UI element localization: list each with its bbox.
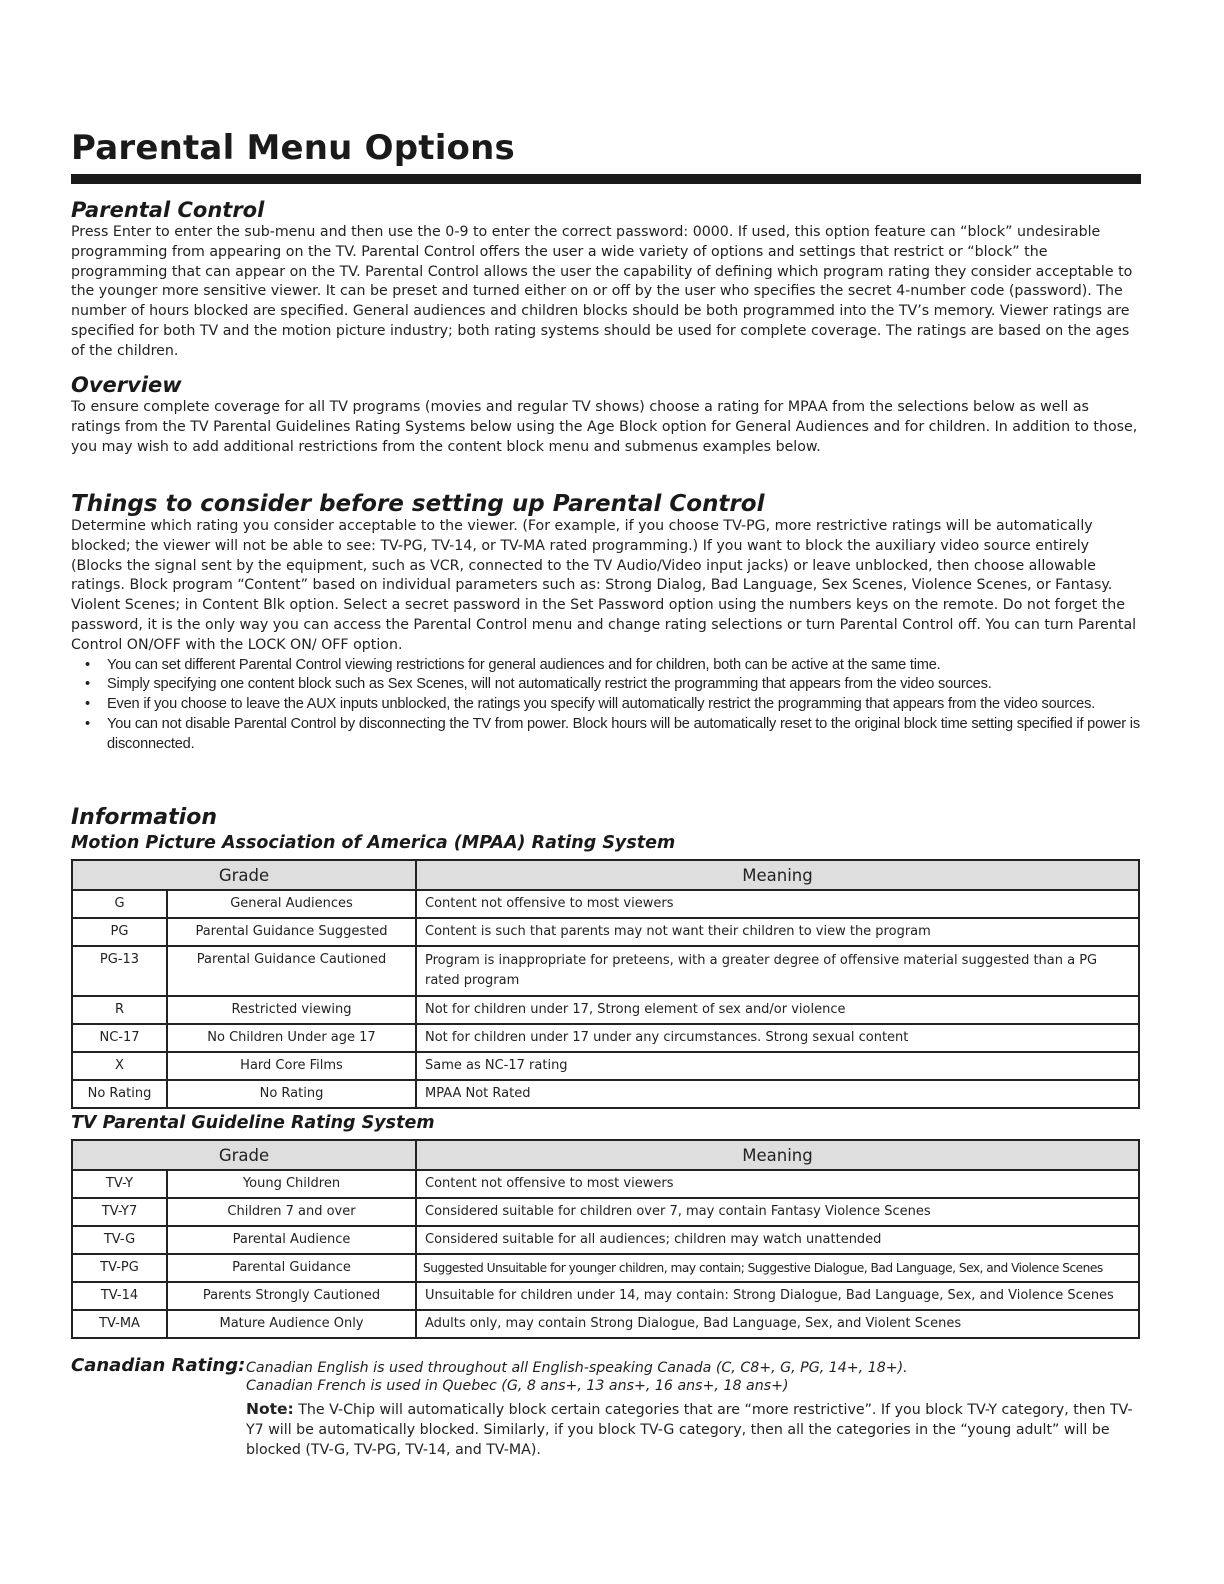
overview-section [71,372,1141,457]
table-row [72,1198,1139,1226]
rating-code: TV-Y7 [72,1198,167,1226]
parental-control-heading: Parental Control [71,198,265,222]
overview-heading: Overview [71,373,182,397]
table-row [72,1170,1139,1198]
tv-table-wrap [71,1139,1141,1339]
parental-control-body: Press Enter to enter the sub-menu and then use the 0-9 to enter the correct password: 0000. If used, this option feature can “block” undesirable programming from appearing on the TV. Parental Control offers the user a wide variety of options and settings that restrict or “block” the programming that can appear on the TV. Parental Control allows the user the capability of defining which program rating they consider acceptable to the younger more sensitive viewer. It can be preset and turned either on or off by the user who specifies the secret 4-number code (password). The number of hours blocked are specified. General audiences and children blocks should be both programmed into the TV’s memory. Viewer ratings are specified for both TV and the motion picture industry; both rating systems should be used for complete coverage. The ratings are based on the ages of the children. [71,224,1133,359]
rating-meaning: Content is such that parents may not want their children to view the program [416,918,1139,946]
list-item [71,656,1141,676]
rating-code: No Rating [72,1080,167,1108]
tv-table-title: TV Parental Guideline Rating System [71,1113,435,1133]
parental-control-section [71,197,1141,362]
table-row [72,1282,1139,1310]
rating-name: Restricted viewing [167,996,416,1024]
canadian-rating-details [246,1359,1146,1395]
tv-guideline-section [71,1111,1141,1135]
rating-code: X [72,1052,167,1080]
canadian-english-line: Canadian English is used throughout all English-speaking Canada (C, C8+, G, PG, 14+, 18+). [246,1360,908,1376]
rating-meaning: Unsuitable for children under 14, may contain: Strong Dialogue, Bad Language, Sex, and Violence Scenes [416,1282,1139,1310]
note-text: The V-Chip will automatically block certain categories that are “more restrictive”. If you block TV-Y category, then TV-Y7 will be automatically blocked. Similarly, if you block TV-G category, then all the categories in the “young adult” will be blocked (TV-G, TV-PG, TV-14, and TV-MA). [246,1402,1133,1458]
rating-meaning: Considered suitable for all audiences; children may watch unattended [416,1226,1139,1254]
canadian-rating-label: Canadian Rating: [71,1355,246,1376]
rating-code: PG [72,918,167,946]
rating-name: Young Children [167,1170,416,1198]
table-row [72,1254,1139,1282]
rating-name: Parental Audience [167,1226,416,1254]
rating-name: Mature Audience Only [167,1310,416,1338]
rating-name: Parental Guidance Suggested [167,918,416,946]
grade-column-header: Grade [72,860,416,890]
rating-code: TV-14 [72,1282,167,1310]
tv-rating-table [71,1139,1140,1339]
information-section [71,805,1141,855]
rating-meaning: Program is inappropriate for preteens, with a greater degree of offensive material suggested than a PG rated program [416,946,1139,996]
bullet-icon: • [85,696,90,713]
vchip-note [246,1400,1146,1460]
bullet-icon: • [85,676,90,693]
list-item [71,715,1141,755]
note-label: Note: [246,1400,294,1418]
table-row [72,996,1139,1024]
table-row [72,890,1139,918]
rating-code: R [72,996,167,1024]
rating-meaning: Adults only, may contain Strong Dialogue, Bad Language, Sex, and Violent Scenes [416,1310,1139,1338]
table-row [72,1024,1139,1052]
page-title: Parental Menu Options [71,128,515,168]
information-heading: Information [71,805,217,830]
list-item-text: Simply specifying one content block such as Sex Scenes, will not automatically restrict the programming that appears from the video sources. [107,676,992,693]
table-row [72,1080,1139,1108]
mpaa-table-wrap [71,859,1141,1109]
rating-code: NC-17 [72,1024,167,1052]
rating-code: PG-13 [72,946,167,996]
mpaa-table [71,859,1140,1109]
table-header-row [72,860,1139,890]
things-to-consider-body: Determine which rating you consider acceptable to the viewer. (For example, if you choose TV-PG, more restrictive ratings will be automatically blocked; the viewer will not be able to see: TV-PG, TV-14, or TV-MA rated programming.) If you want to block the auxiliary video source entirely (Blocks the signal sent by the equipment, such as VCR, connected to the TV Audio/Video input jacks) or leave unblocked, then choose allowable ratings. Block program “Content” based on individual parameters such as: Strong Dialog, Bad Language, Sex Scenes, Violence Scenes, or Fantasy. Violent Scenes; in Content Blk option. Select a secret password in the Set Password option using the numbers keys on the remote. Do not forget the password, it is the only way you can access the Parental Control menu and change rating selections or turn Parental Control off. You can turn Parental Control ON/OFF with the LOCK ON/ OFF option. [71,518,1137,653]
list-item [71,695,1141,715]
rating-meaning: MPAA Not Rated [416,1080,1139,1108]
table-row [72,1052,1139,1080]
mpaa-table-title: Motion Picture Association of America (MPAA) Rating System [71,833,676,853]
table-row [72,946,1139,996]
rating-name: Parental Guidance Cautioned [167,946,416,996]
rating-meaning: Not for children under 17 under any circumstances. Strong sexual content [416,1024,1139,1052]
rating-code: G [72,890,167,918]
rating-meaning: Not for children under 17, Strong element of sex and/or violence [416,996,1139,1024]
canadian-french-line: Canadian French is used in Quebec (G, 8 ans+, 13 ans+, 16 ans+, 18 ans+) [246,1378,789,1394]
table-row [72,1226,1139,1254]
rating-meaning: Same as NC-17 rating [416,1052,1139,1080]
grade-column-header: Grade [72,1140,416,1170]
list-item-text: Even if you choose to leave the AUX inputs unblocked, the ratings you specify will automatically restrict the programming that appears from the video sources. [107,696,1096,713]
rating-name: No Rating [167,1080,416,1108]
bullet-icon: • [85,656,90,673]
rating-code: TV-G [72,1226,167,1254]
rating-code: TV-MA [72,1310,167,1338]
list-item [71,675,1141,695]
rating-meaning: Considered suitable for children over 7, may contain Fantasy Violence Scenes [416,1198,1139,1226]
bullet-icon: • [85,715,90,732]
meaning-column-header: Meaning [416,860,1139,890]
rating-code: TV-PG [72,1254,167,1282]
rating-name: General Audiences [167,890,416,918]
rating-meaning: Content not offensive to most viewers [416,1170,1139,1198]
things-to-consider-heading: Things to consider before setting up Parental Control [71,491,765,517]
things-to-consider-section [71,491,1141,755]
rating-name: Children 7 and over [167,1198,416,1226]
list-item-text: You can not disable Parental Control by disconnecting the TV from power. Block hours will be automatically reset to the original block time setting specified if power is disconnected. [107,715,1140,752]
list-item-text: You can set different Parental Control viewing restrictions for general audiences and for children, both can be active at the same time. [107,656,941,673]
table-row [72,918,1139,946]
rating-name: Parental Guidance [167,1254,416,1282]
rating-name: Hard Core Films [167,1052,416,1080]
rating-meaning: Suggested Unsuitable for younger children, may contain; Suggestive Dialogue, Bad Language, Sex, and Violence Scenes [416,1254,1139,1282]
considerations-list [71,656,1141,755]
table-header-row [72,1140,1139,1170]
overview-body: To ensure complete coverage for all TV programs (movies and regular TV shows) choose a rating for MPAA from the selections below as well as ratings from the TV Parental Guidelines Rating Systems below using the Age Block option for General Audiences and for children. In addition to those, you may wish to add additional restrictions from the content block menu and submenus examples below. [71,399,1138,455]
meaning-column-header: Meaning [416,1140,1139,1170]
rating-name: No Children Under age 17 [167,1024,416,1052]
table-row [72,1310,1139,1338]
rating-meaning: Content not offensive to most viewers [416,890,1139,918]
rating-name: Parents Strongly Cautioned [167,1282,416,1310]
title-divider [71,174,1141,184]
rating-code: TV-Y [72,1170,167,1198]
